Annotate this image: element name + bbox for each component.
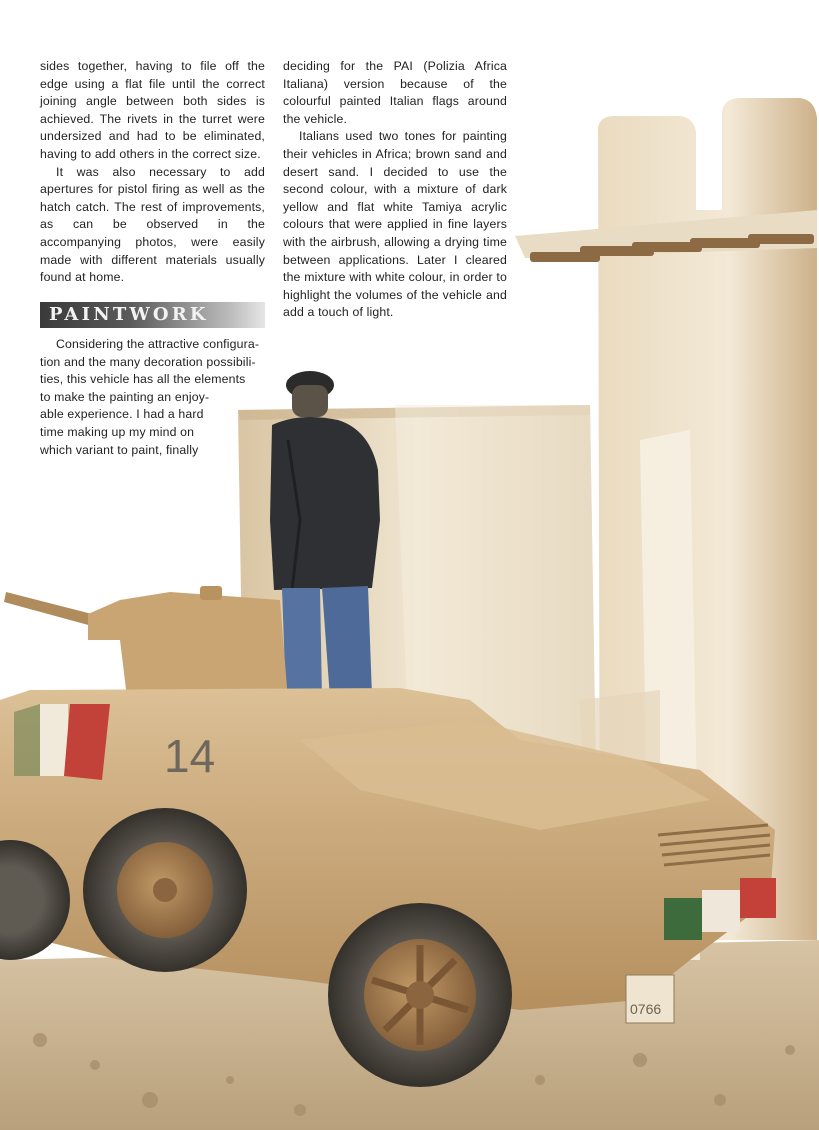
section-heading-bar: [40, 302, 265, 328]
wheel-front: [328, 903, 512, 1087]
rear-flag-green: [664, 898, 702, 940]
text-column-2: [283, 58, 507, 322]
paragraph: sides together, having to file off the edge using a flat file until the correct joining angle between both sides is achieved. The rivets in the turret were undersized and had to be eliminated, having to add others in the correct size.: [40, 59, 265, 161]
text-line: tion and the many decoration possibili-: [40, 354, 256, 369]
plate-number: 0766: [630, 1001, 662, 1017]
text-line: able experience. I had a hard: [40, 407, 204, 422]
flag-red-stripe: [64, 704, 110, 780]
flag-white-stripe: [40, 704, 68, 776]
figure-coat: [270, 417, 380, 590]
wheel-middle: [83, 808, 247, 972]
text-line: ties, this vehicle has all the elements: [40, 372, 246, 387]
text-line: to make the painting an enjoy-: [40, 389, 210, 404]
text-column-1-continued: [40, 336, 266, 459]
text-line: Considering the attractive configura-: [56, 337, 260, 351]
vehicle-number: 14: [164, 730, 216, 782]
rear-flag-white: [702, 890, 740, 932]
paragraph: deciding for the PAI (Polizia Africa Italiana) version because of the colourful painted Italian flags around the vehicle.: [283, 59, 507, 126]
paragraph: It was also necessary to add apertures for pistol firing as well as the hatch catch. The rest of improvements, as can be observed in the accompanying photos, were easily made with different materials usually found at home.: [40, 164, 265, 285]
text-column-1: [40, 58, 265, 287]
section-heading: PAINTWORK: [49, 304, 209, 325]
rear-flag-red: [740, 878, 776, 918]
text-line: time making up my mind on: [40, 424, 195, 439]
text-line: which variant to paint, finally: [40, 442, 199, 457]
paragraph: Italians used two tones for painting their vehicles in Africa; brown sand and desert sand. I decided to use the second colour, with a mixture of dark yellow and flat white Tamiya acrylic colours that were applied in fine layers with the airbrush, allowing a drying time between applications. Later I cleared the mixture with white colour, in order to highlight the volumes of the vehicle and add a touch of light.: [283, 129, 507, 320]
